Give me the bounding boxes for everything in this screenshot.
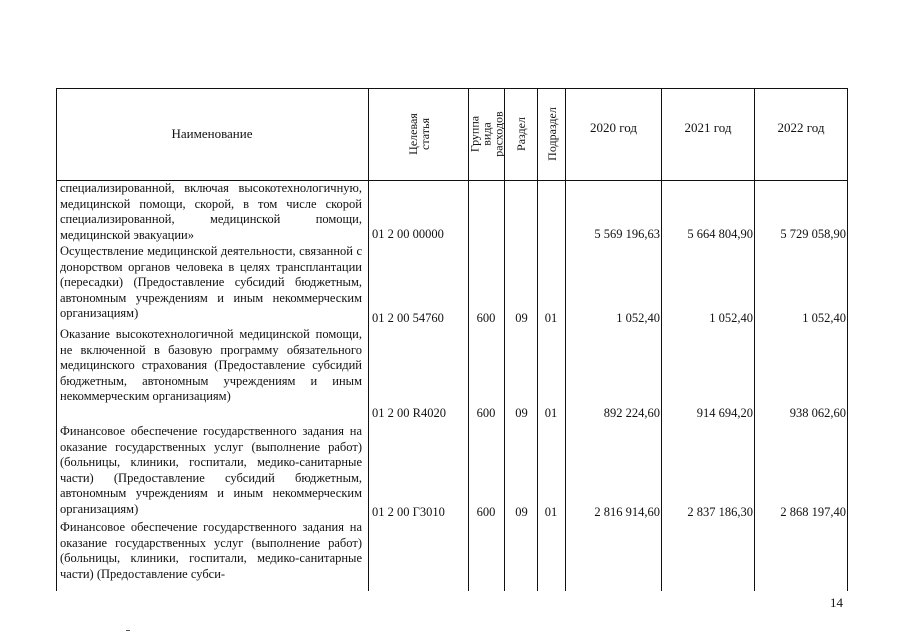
row-subsection: 01: [544, 505, 558, 519]
row-2020: 1 052,40: [616, 311, 660, 325]
row-2020: 2 816 914,60: [594, 505, 660, 519]
row-name: Оказание высокотехнологичной медицинской помощи, не включенной в базовую программу обязательного медицинского страхования (Предоставление субсидий бюджетным, автономным учреждениям и иным некоммерческим организациям): [60, 327, 362, 403]
row-section: 09: [515, 406, 528, 420]
row-2022: 5 729 058,90: [780, 227, 846, 241]
row-2021: 1 052,40: [709, 311, 753, 325]
scan-speck: [126, 630, 130, 631]
row-code: 01 2 00 R4020: [372, 406, 446, 420]
header-year-2021: 2021 год: [684, 120, 732, 135]
row-2021: 2 837 186,30: [687, 505, 753, 519]
header-year-2022: 2022 год: [777, 120, 825, 135]
col-border: [847, 88, 848, 591]
header-subsection: Подраздел: [544, 107, 559, 161]
row-group: 600: [476, 505, 496, 519]
row-2022: 2 868 197,40: [780, 505, 846, 519]
row-2022: 1 052,40: [802, 311, 846, 325]
header-expense-group: Группа вида расходов: [467, 111, 506, 157]
row-2020: 5 569 196,63: [594, 227, 660, 241]
row-name: Осуществление медицинской деятельности, связанной с донорством органов человека в целях трансплантации (пересадки) (Предоставление субсидий бюджетным, автономным учреждениям и иным некоммерческим организациям): [60, 244, 362, 320]
row-group: 600: [476, 406, 496, 420]
row-code: 01 2 00 00000: [372, 227, 444, 241]
row-2021: 5 664 804,90: [687, 227, 753, 241]
row-name: Финансовое обеспечение государственного задания на оказание государственных услуг (выполнение работ) (больницы, клиники, госпитали, медико-санитарные части) (Предоставление субсидий бюджетным, автономным учреждениям и иным некоммерческим организациям): [60, 424, 362, 516]
row-section: 09: [515, 505, 528, 519]
row-2022: 938 062,60: [789, 406, 846, 420]
row-2021: 914 694,20: [696, 406, 753, 420]
row-subsection: 01: [544, 311, 558, 325]
page-number: 14: [830, 595, 843, 610]
row-name: Финансовое обеспечение государственного задания на оказание государственных услуг (выполнение работ) (больницы, клиники, госпитали, медико-санитарные части) (Предоставление субси-: [60, 520, 362, 581]
header-year-2020: 2020 год: [590, 120, 637, 135]
row-name: специализированной, включая высокотехнологичную, медицинской помощи, скорой, в том числе скорой специализированной, медицинской помощи, медицинской эвакуации»: [60, 181, 362, 242]
row-group: 600: [476, 311, 496, 325]
row-code: 01 2 00 54760: [372, 311, 444, 325]
row-section: 09: [515, 311, 528, 325]
header-target-article: Целевая статья: [405, 113, 432, 155]
row-2020: 892 224,60: [603, 406, 660, 420]
row-subsection: 01: [544, 406, 558, 420]
row-code: 01 2 00 Г3010: [372, 505, 445, 519]
header-name: Наименование: [171, 126, 253, 141]
header-section: Раздел: [514, 117, 529, 151]
